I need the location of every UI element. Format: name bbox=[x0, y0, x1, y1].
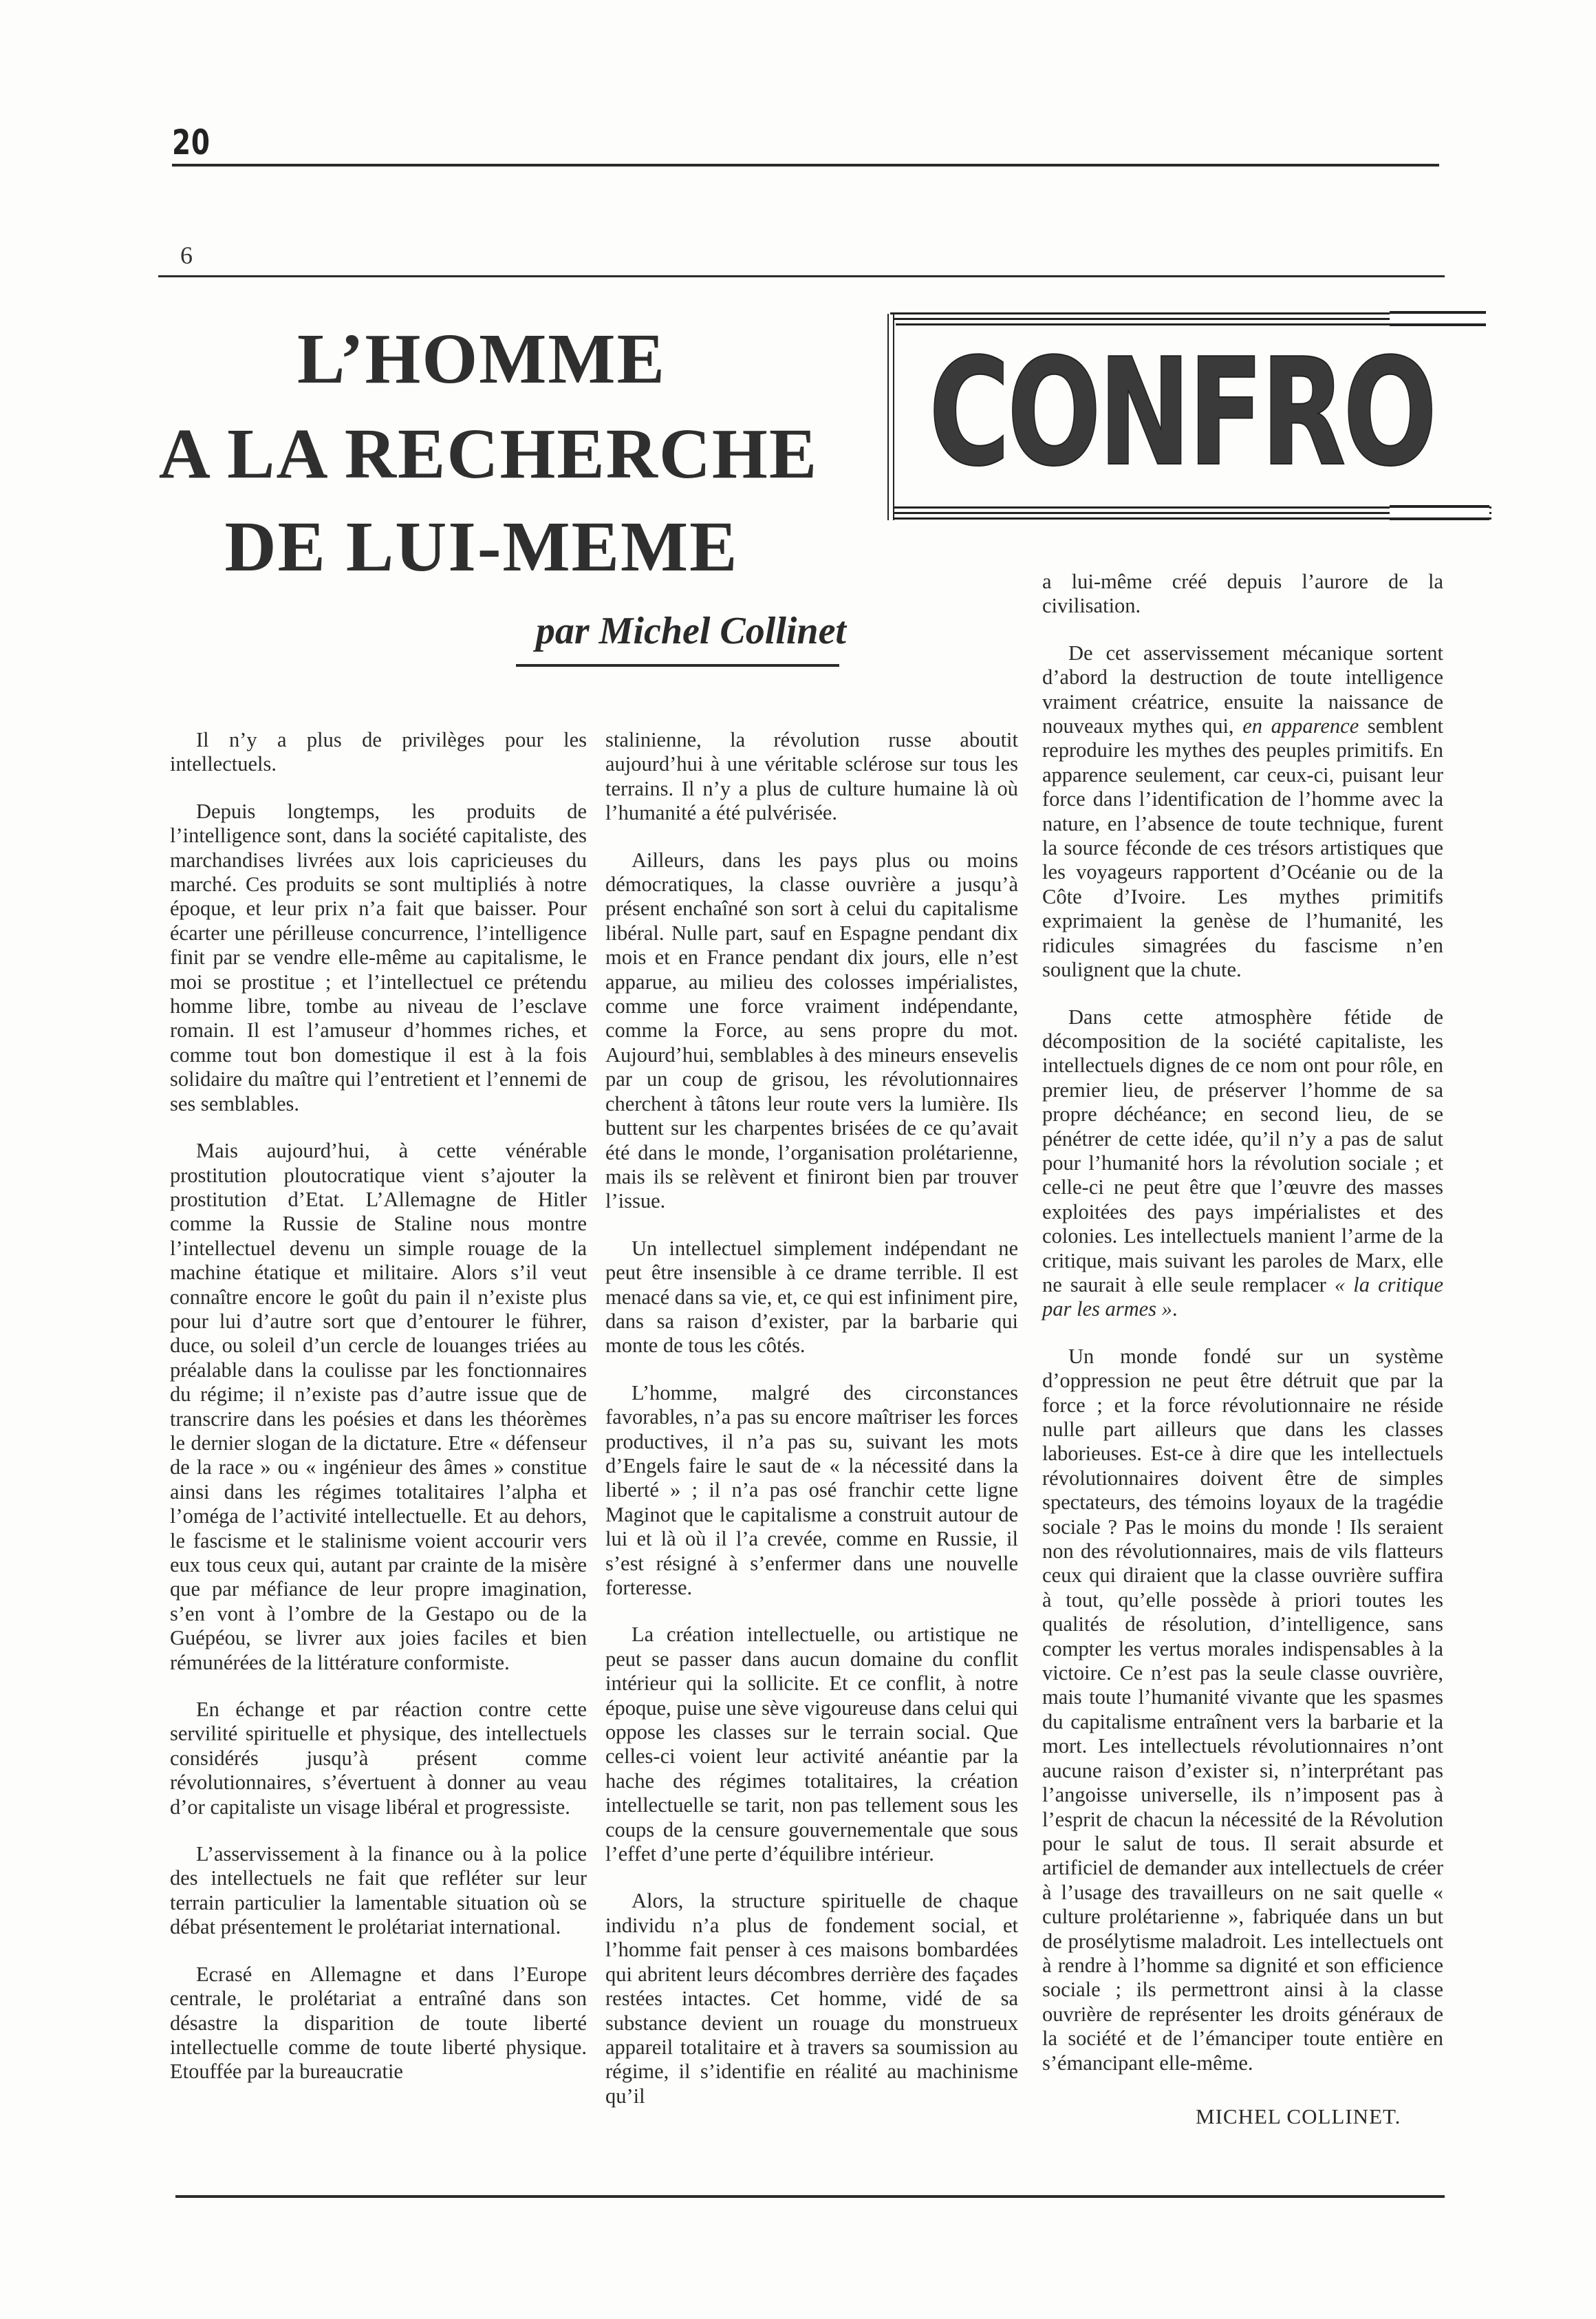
paragraph: En échange et par réaction contre cette servilité spirituelle et physique, des intellectuels considérés jusqu’à présent comme révolutionnaires, s’évertuent à donner au veau d’or capitaliste un visage libéral et progressiste. bbox=[170, 1698, 587, 1819]
article-column-1 bbox=[170, 728, 587, 2107]
article-column-2 bbox=[605, 728, 1018, 2131]
article-title-line-1: L’HOMME bbox=[297, 319, 666, 398]
byline-underline bbox=[516, 664, 839, 667]
article-column-3 bbox=[1042, 570, 1443, 2098]
paragraph-text: . bbox=[1172, 1297, 1178, 1321]
paragraph: L’homme, malgré des circonstances favorables, n’a pas su encore maîtriser les forces productives, il n’a pas su, suivant les mots d’Engels faire le saut de « la nécessité dans la liberté » ; il n’a pas osé franchir cette ligne Maginot que le capitalisme a construit autour de lui et là où il l’a crevée, comme en Russie, il s’est résigné à s’enfermer dans une nouvelle forteresse. bbox=[605, 1380, 1018, 1599]
article-title-line-3: DE LUI-MEME bbox=[224, 507, 739, 586]
paragraph: Depuis longtemps, les produits de l’intelligence sont, dans la société capitaliste, des marchandises livrées aux lois capricieuses du marché. Ces produits se sont multipliés à notre époque, et leur prix n’a fait que baisser. Pour écarter une périlleuse concurrence, l’intelligence finit par se vendre elle-même au capitalisme, le moi se prostitue ; et l’intellectuel ce prétendu homme libre, tombe au niveau de l’esclave romain. Il est l’amuseur d’hommes riches, et comme tout bon domestique il est à la fois solidaire du maître qui l’entretient et l’ennemi de ses semblables. bbox=[170, 799, 587, 1115]
paragraph: stalinienne, la révolution russe aboutit aujourd’hui à une véritable sclérose sur tous les terrains. Il n’y a plus de culture humaine là où l’humanité a été pulvérisée. bbox=[605, 728, 1018, 825]
logo-wordmark: CONFRO bbox=[929, 326, 1434, 499]
header-rule bbox=[172, 164, 1439, 167]
paragraph: Un intellectuel simplement indépendant ne peut être insensible à ce drame terrible. Il est menacé dans sa vie, et, ce qui est infiniment pire, dans sa raison d’exister, par la barbarie qui monte de tous les côtés. bbox=[605, 1236, 1018, 1358]
footer-rule bbox=[175, 2195, 1445, 2198]
paragraph-text: semblent reproduire les mythes des peuples primitifs. En apparence seulement, car ceux-ci, puisant leur force dans l’identification de l’homme avec la nature, en l’absence de toute technique, furent la source féconde de ces trésors artistiques que les voyageurs rapportent d’Océanie ou de la Côte d’Ivoire. Les mythes primitifs exprimaient la genèse de l’humanité, les ridicules simagrées du fascisme n’en soulignent que la chute. bbox=[1042, 714, 1443, 982]
emphasis-text: en apparence bbox=[1242, 714, 1359, 738]
section-number: 6 bbox=[180, 242, 193, 269]
paragraph: L’asservissement à la finance ou à la police des intellectuels ne fait que refléter sur leur terrain particulier la lamentable situation où se débat présentement le prolétariat international. bbox=[170, 1842, 587, 1939]
byline: par Michel Collinet bbox=[535, 610, 846, 652]
confro-logo bbox=[887, 303, 1489, 509]
article-title-line-2: A LA RECHERCHE bbox=[158, 414, 819, 493]
paragraph: a lui-même créé depuis l’aurore de la civilisation. bbox=[1042, 570, 1443, 618]
section-rule bbox=[158, 275, 1445, 277]
paragraph-text: De cet asservissement mécanique sortent d’abord la destruction de toute intelligence vraiment créatrice, ensuite la naissance de nouveaux mythes qui, bbox=[1042, 641, 1443, 738]
logo-bottom-accent bbox=[1390, 505, 1489, 520]
paragraph: Il n’y a plus de privilèges pour les intellectuels. bbox=[170, 728, 587, 776]
logo-top-accent bbox=[1390, 311, 1486, 326]
paragraph: Ailleurs, dans les pays plus ou moins démocratiques, la classe ouvrière a jusqu’à présent enchaîné son sort à celui du capitalisme libéral. Nulle part, sauf en Espagne pendant dix mois et en France pendant dix jours, elle n’est apparue, au milieu des colosses impérialistes, comme une force vraiment indépendante, comme la Force, au sens propre du mot. Aujourd’hui, semblables à des mineurs ensevelis par un coup de grisou, les révolutionnaires cherchent à tâtons leur route vers la lumière. Ils buttent sur les charpentes brisées de ce qu’avait été dans le monde, l’organisation prolétarienne, mais ils se relèvent et finiront bien par trouver l’issue. bbox=[605, 848, 1018, 1213]
paragraph: Alors, la structure spirituelle de chaque individu n’a plus de fondement social, et l’homme fait penser à ces maisons bombardées qui abritent leurs décombres derrière des façades restées intactes. Cet homme, vidé de sa substance devient un rouage du monstrueux appareil totalitaire et à travers sa soumission au régime, il s’identifie en réalité au machinisme qu’il bbox=[605, 1889, 1018, 2108]
paragraph bbox=[1042, 641, 1443, 983]
paragraph: La création intellectuelle, ou artistique ne peut se passer dans aucun domaine du conflit intérieur qui la sollicite. Et ce conflit, à notre époque, puise une sève vigoureuse dans celui qui oppose les classes sur le terrain social. Que celles-ci voient leur activité anéantie par la hache des régimes totalitaires, la création intellectuelle se tarit, non pas tellement sous les coups de la censure gouvernementale que sous l’effet d’une perte d’équilibre intérieur. bbox=[605, 1623, 1018, 1866]
page-number: 20 bbox=[172, 122, 211, 162]
paragraph: Ecrasé en Allemagne et dans l’Europe centrale, le prolétariat a entraîné dans son désastre la disparition de toute liberté intellectuelle comme de toute liberté physique. Etouffée par la bureaucratie bbox=[170, 1962, 587, 2084]
paragraph bbox=[1042, 1005, 1443, 1322]
paragraph-text: Dans cette atmosphère fétide de décomposition de la société capitaliste, les intellectuels dignes de ce nom ont pour rôle, en premier lieu, de préserver l’homme de sa propre déchéance; en second lieu, de se pénétrer de cette idée, qu’il n’y a pas de salut pour l’humanité hors la révolution sociale ; et celle-ci ne peut être que l’œuvre des masses exploitées des pays impérialistes et des colonies. Les intellectuels manient l’arme de la critique, mais suivant les paroles de Marx, elle ne saurait à elle seule remplacer bbox=[1042, 1005, 1443, 1296]
quote-text: « la critique par les armes » bbox=[1042, 1272, 1443, 1321]
logo-frame-left bbox=[887, 314, 894, 520]
paragraph: Mais aujourd’hui, à cette vénérable prostitution ploutocratique vient s’ajouter la prostitution d’Etat. L’Allemagne de Hitler comme la Russie de Staline nous montre l’intellectuel devenu un simple rouage de la machine étatique et militaire. Alors s’il veut connaître encore le goût du pain il n’existe plus pour lui d’autre sort que d’entourer le führer, duce, ou soleil d’un cercle de louanges triées au préalable dans la coulisse par les fonctionnaires du régime; il n’existe pas d’autre issue que de transcrire dans les poésies et dans les théorèmes le dernier slogan de la dictature. Etre « défenseur de la race » ou « ingénieur des âmes » constitue ainsi dans les régimes totalitaires l’alpha et l’oméga de l’activité intellectuelle. Et au dehors, le fascisme et le stalinisme voient accourir vers eux tous ceux qui, autant par crainte de la misère que par méfiance de leur propre imagination, s’en vont à l’ombre de la Gestapo ou de la Guépéou, se livrer aux joies faciles et bien rémunérées de la littérature conformiste. bbox=[170, 1139, 587, 1674]
author-signature: MICHEL COLLINET. bbox=[1196, 2104, 1401, 2128]
paragraph: Un monde fondé sur un système d’oppression ne peut être détruit que par la force ; et la force révolutionnaire ne réside nulle part ailleurs que dans les classes laborieuses. Est-ce à dire que les intellectuels révolutionnaires doivent être de simples spectateurs, des témoins loyaux de la tragédie sociale ? Pas le moins du monde ! Ils seraient non des révolutionnaires, mais de vils flatteurs ceux qui diraient que la classe ouvrière suffira à tout, qu’elle possède à priori toutes les qualités de résolution, d’intelligence, sans compter les vertus morales indispensables à la victoire. Ce n’est pas la seule classe ouvrière, mais toute l’humanité vivante que les spasmes du capitalisme entraînent vers la barbarie et la mort. Les intellectuels révolutionnaires n’ont aucune raison d’exister si, n’interprétant pas l’angoisse universelle, ils n’imposent pas à l’esprit de chacun la nécessité de la Révolution pour le salut de tous. Il serait absurde et artificiel de demander aux intellectuels de créer à l’usage des travailleurs on ne sait quelle « culture prolétarienne », fabriquée dans un but de prosélytisme maladroit. Les intellectuels ont à rendre à l’homme sa dignité et son efficience sociale ; ils permettront ainsi à la classe ouvrière de représenter les droits généraux de la société et de l’émanciper toute entière en s’émancipant elle-même. bbox=[1042, 1344, 1443, 2075]
